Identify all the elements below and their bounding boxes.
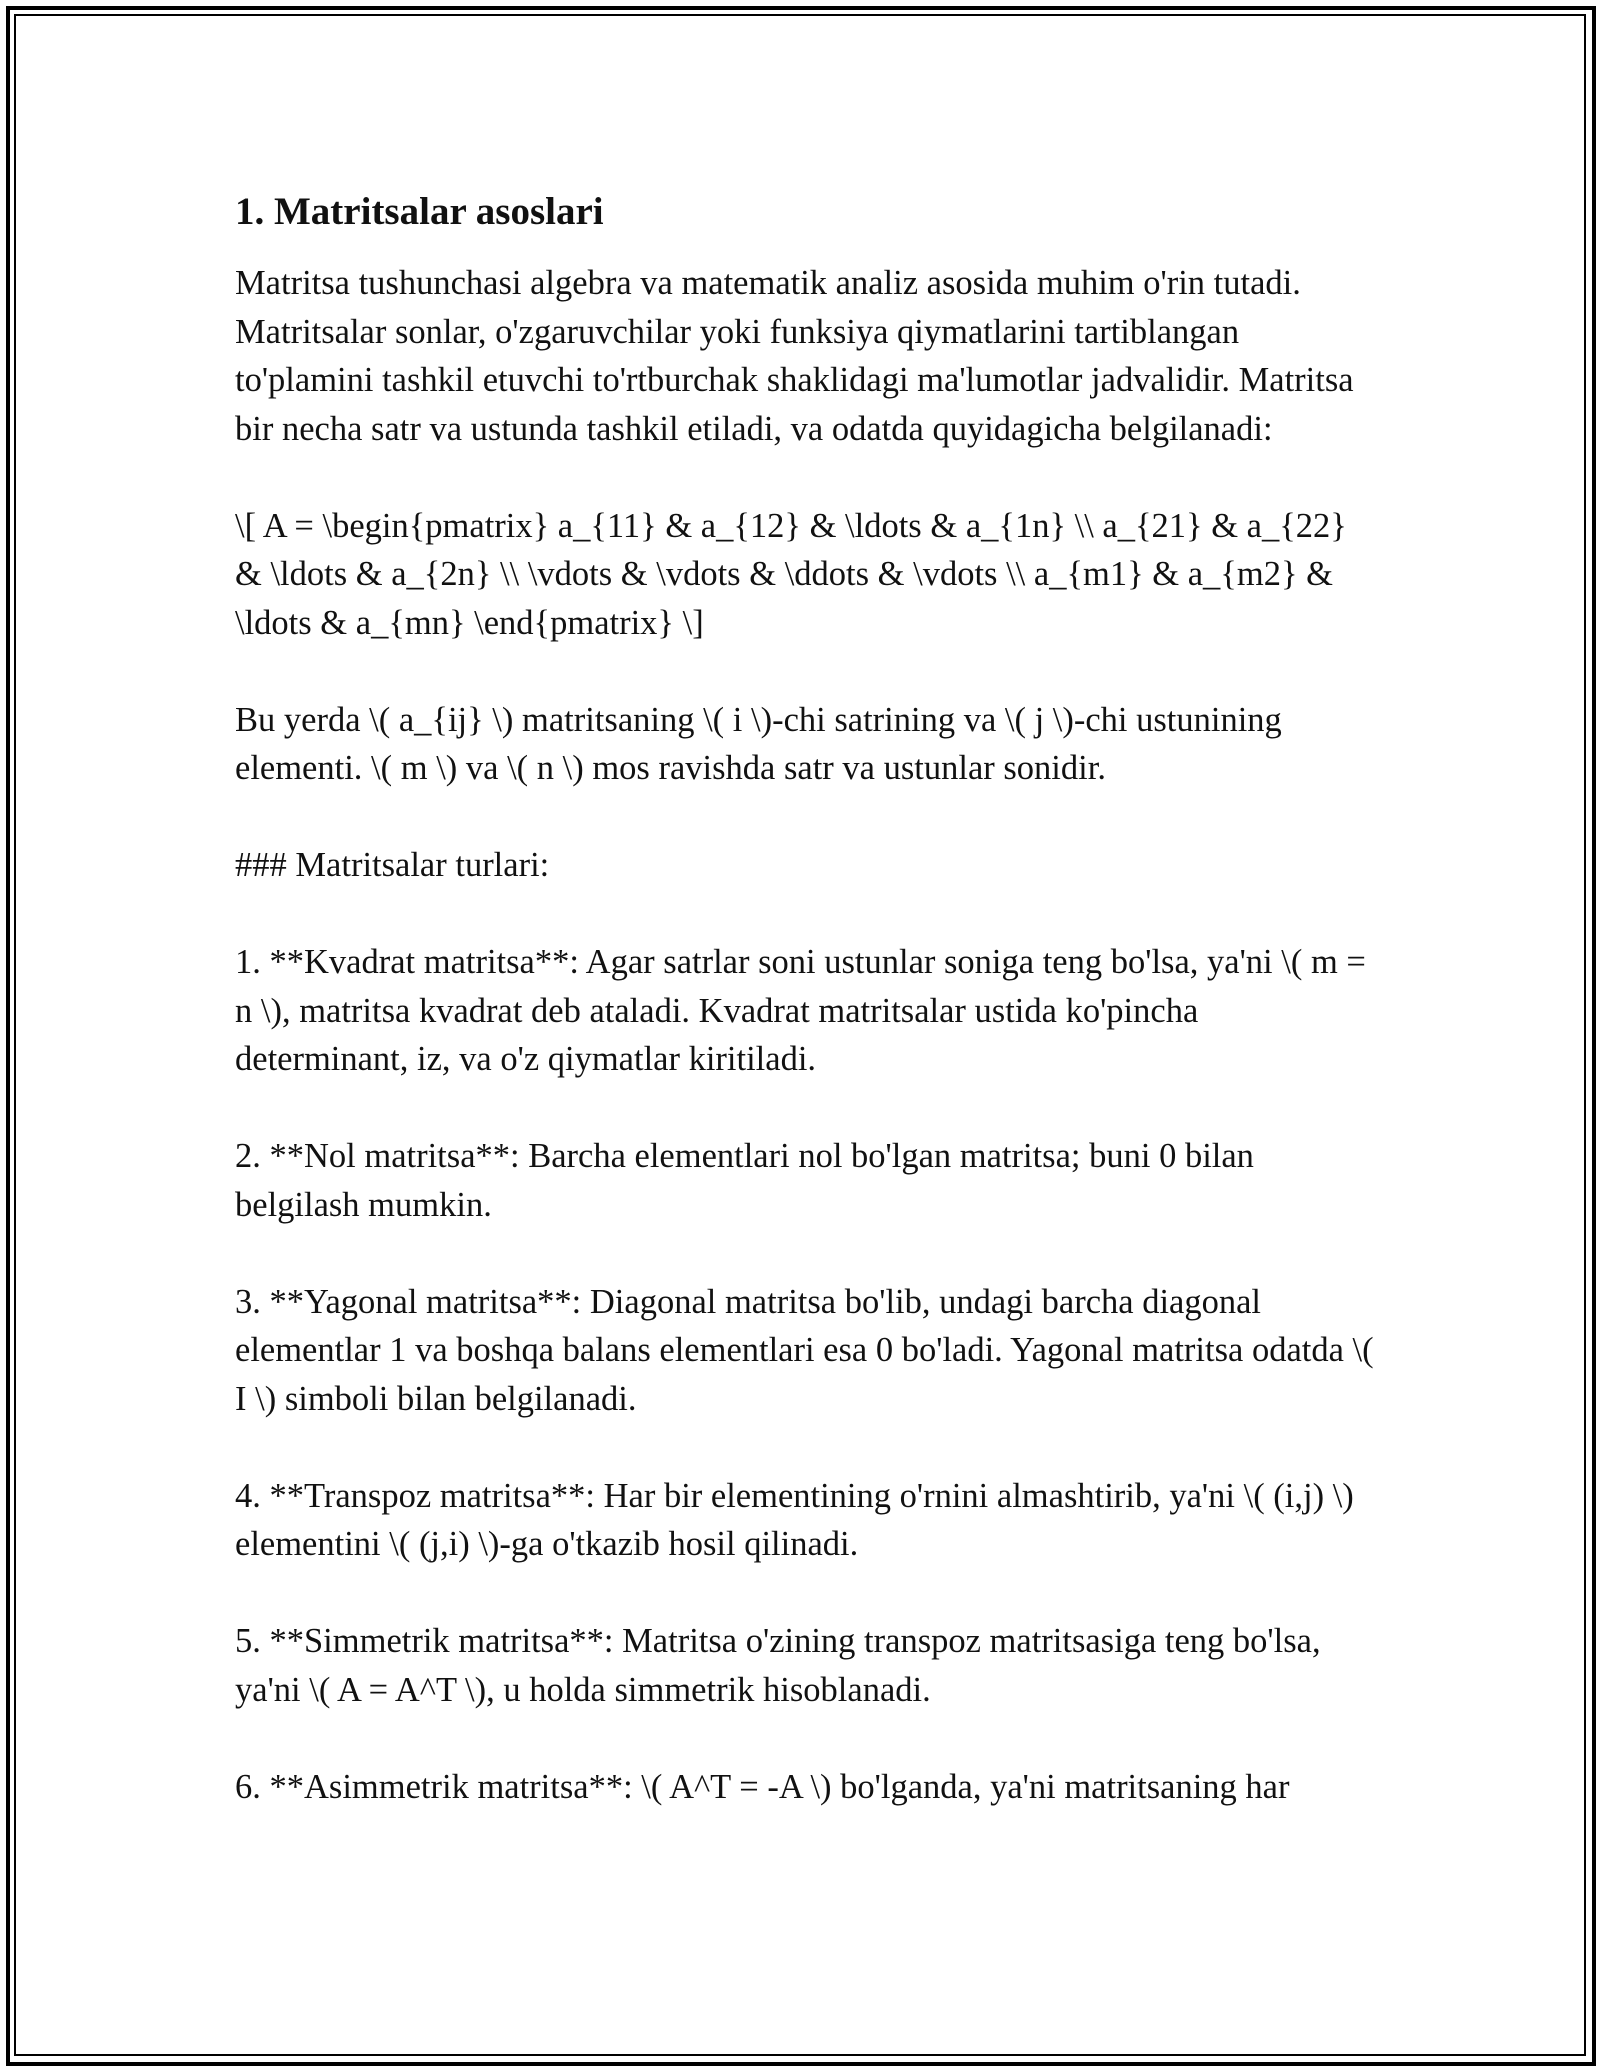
subheading-matrix-types: ### Matritsalar turlari: [235, 846, 550, 884]
element-explanation: Bu yerda \( a_{ij} \) matritsaning \( i \)-chi satrining va \( j \)-chi ustunining elementi. \( m \) va \( n \) mos ravishda satr va ustunlar sonidir. [235, 700, 1282, 787]
list-item-identity-matrix: 3. **Yagonal matritsa**: Diagonal matritsa bo'lib, undagi barcha diagonal elementlar 1 va boshqa balans elementlari esa 0 bo'ladi. Yagonal matritsa odatda \( I \) simboli bilan belgilanadi. [235, 1282, 1374, 1418]
list-item-square-matrix: 1. **Kvadrat matritsa**: Agar satrlar soni ustunlar soniga teng bo'lsa, ya'ni \( m = n \), matritsa kvadrat deb ataladi. Kvadrat matritsalar ustida ko'pincha determinant, iz, va o'z qiymatlar kiritiladi. [235, 943, 1366, 1078]
section-heading: 1. Matritsalar asoslari [235, 190, 604, 233]
list-item-zero-matrix: 2. **Nol matritsa**: Barcha elementlari nol bo'lgan matritsa; buni 0 bilan belgilash mumkin. [235, 1137, 1254, 1224]
list-item-transpose-matrix: 4. **Transpoz matritsa**: Har bir elementining o'rnini almashtirib, ya'ni \( (i,j) \) elementini \( (j,i) \)-ga o'tkazib hosil qilinadi. [235, 1476, 1354, 1563]
intro-paragraph: Matritsa tushunchasi algebra va matematik analiz asosida muhim o'rin tutadi. Matritsalar sonlar, o'zgaruvchilar yoki funksiya qiymatlarini tartiblangan to'plamini tashkil etuvchi to'rtburchak shaklidagi ma'lumotlar jadvalidir. Matritsa bir necha satr va ustunda tashkil etiladi, va odatda quyidagicha belgilanadi: [235, 264, 1354, 448]
matrix-formula: \[ A = \begin{pmatrix} a_{11} & a_{12} & \ldots & a_{1n} \\ a_{21} & a_{22} & \ldots & a_{2n} \\ \vdots & \vdots & \ddots & \vdots \\ a_{m1} & a_{m2} & \ldots & a_{mn} \end{pmatrix} \] [235, 506, 1347, 642]
list-item-skew-symmetric-matrix: 6. **Asimmetrik matritsa**: \( A^T = -A \) bo'lganda, ya'ni matritsaning har [235, 1767, 1290, 1806]
document-body [235, 188, 1375, 1860]
list-item-symmetric-matrix: 5. **Simmetrik matritsa**: Matritsa o'zining transpoz matritsasiga teng bo'lsa, ya'ni \( A = A^T \), u holda simmetrik hisoblanadi. [235, 1622, 1321, 1709]
